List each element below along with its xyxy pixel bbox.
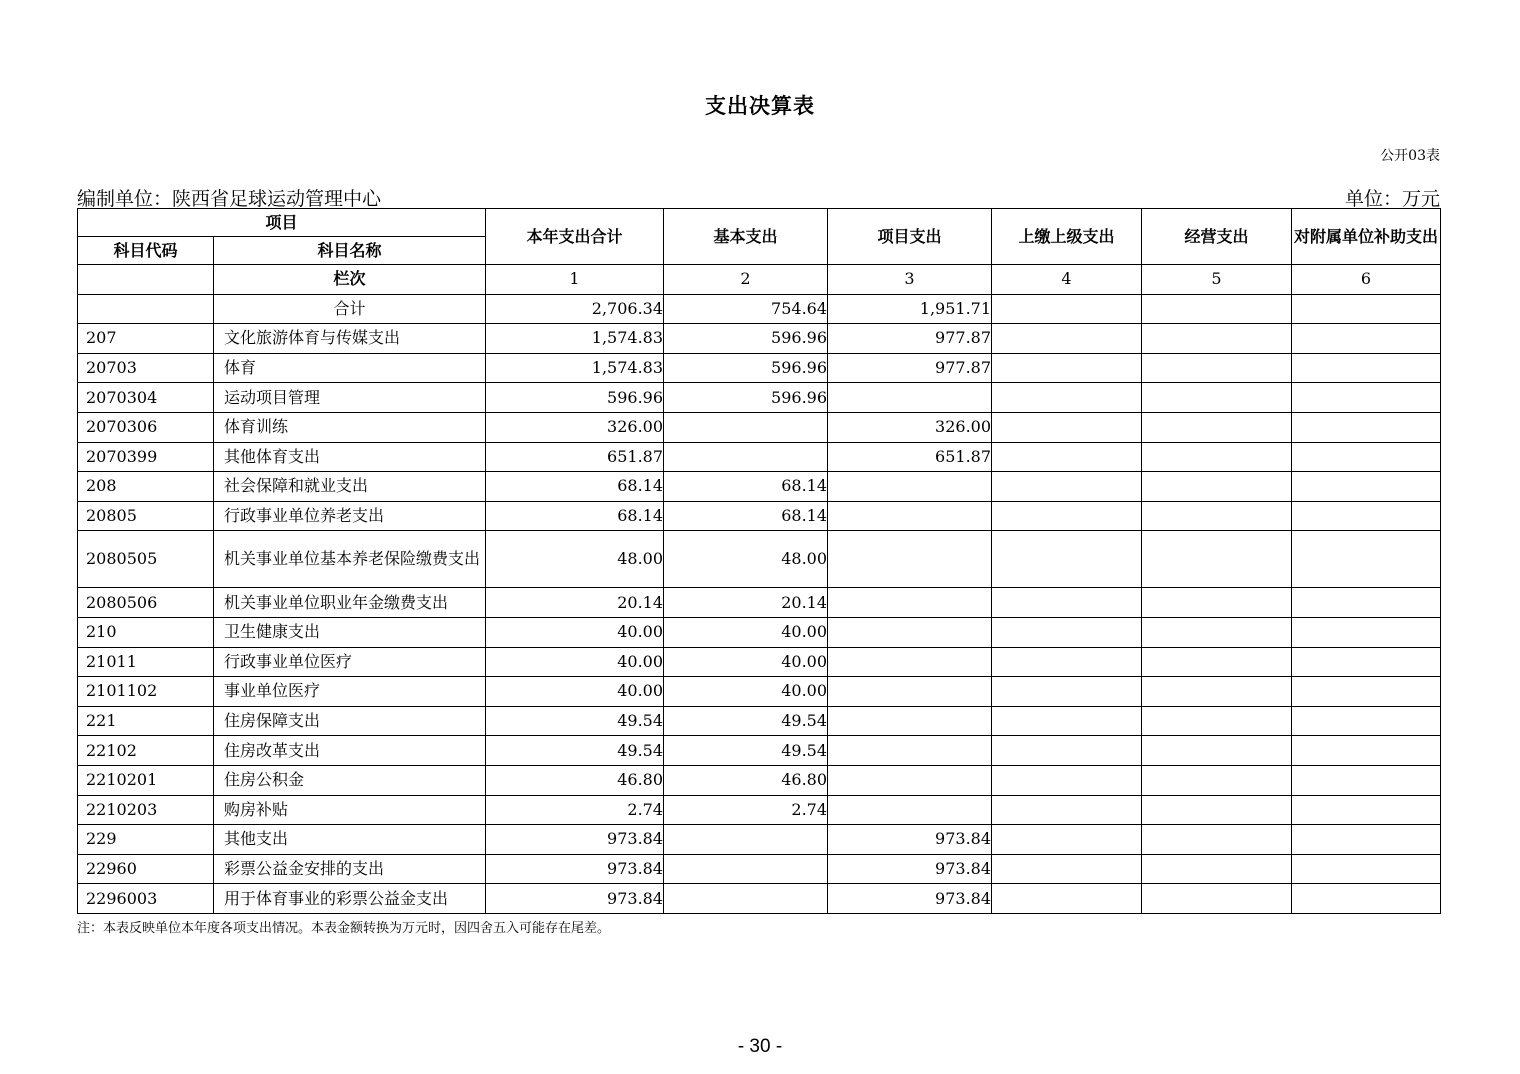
header-item: 项目	[78, 209, 486, 237]
table-row	[78, 353, 1441, 383]
header-row-1	[78, 209, 1441, 237]
cell-name: 机关事业单位基本养老保险缴费支出	[214, 531, 486, 588]
header-code: 科目代码	[78, 237, 214, 265]
cell-subsidy	[1292, 383, 1441, 413]
cell-subsidy	[1292, 501, 1441, 531]
cell-name: 其他体育支出	[214, 442, 486, 472]
header-lanci: 栏次	[214, 265, 486, 295]
cell-project	[828, 617, 992, 647]
cell-basic: 754.64	[664, 294, 828, 324]
cell-code: 221	[78, 706, 214, 736]
footnote: 注：本表反映单位本年度各项支出情况。本表金额转换为万元时，因四舍五入可能存在尾差。	[77, 921, 611, 936]
cell-project	[828, 501, 992, 531]
cell-project	[828, 531, 992, 588]
cell-basic: 596.96	[664, 324, 828, 354]
header-subsidy: 对附属单位补助支出	[1292, 209, 1441, 265]
cell-upper	[992, 324, 1142, 354]
cell-business	[1142, 294, 1292, 324]
cell-business	[1142, 884, 1292, 914]
cell-total: 40.00	[486, 647, 664, 677]
cell-total: 596.96	[486, 383, 664, 413]
cell-business	[1142, 383, 1292, 413]
table-row	[78, 472, 1441, 502]
cell-upper	[992, 531, 1142, 588]
cell-business	[1142, 617, 1292, 647]
cell-total: 1,574.83	[486, 324, 664, 354]
cell-upper	[992, 294, 1142, 324]
cell-code: 208	[78, 472, 214, 502]
table-row	[78, 736, 1441, 766]
cell-name: 用于体育事业的彩票公益金支出	[214, 884, 486, 914]
cell-basic: 46.80	[664, 765, 828, 795]
header-basic: 基本支出	[664, 209, 828, 265]
cell-code: 2070399	[78, 442, 214, 472]
cell-business	[1142, 442, 1292, 472]
cell-project	[828, 472, 992, 502]
cell-upper	[992, 765, 1142, 795]
cell-basic: 68.14	[664, 501, 828, 531]
table-row	[78, 501, 1441, 531]
cell-basic	[664, 442, 828, 472]
cell-total: 326.00	[486, 412, 664, 442]
cell-code: 2210203	[78, 795, 214, 825]
cell-basic: 68.14	[664, 472, 828, 502]
cell-business	[1142, 531, 1292, 588]
cell-code: 21011	[78, 647, 214, 677]
cell-subsidy	[1292, 884, 1441, 914]
cell-project	[828, 706, 992, 736]
cell-subsidy	[1292, 531, 1441, 588]
cell-upper	[992, 647, 1142, 677]
cell-upper	[992, 736, 1142, 766]
cell-subsidy	[1292, 324, 1441, 354]
table-row	[78, 706, 1441, 736]
cell-name: 体育训练	[214, 412, 486, 442]
cell-project: 973.84	[828, 854, 992, 884]
cell-name: 行政事业单位医疗	[214, 647, 486, 677]
cell-total: 973.84	[486, 884, 664, 914]
header-name: 科目名称	[214, 237, 486, 265]
cell-code: 2210201	[78, 765, 214, 795]
cell-business	[1142, 854, 1292, 884]
cell-total: 46.80	[486, 765, 664, 795]
cell-business	[1142, 324, 1292, 354]
cell-project: 326.00	[828, 412, 992, 442]
cell-basic: 20.14	[664, 588, 828, 618]
cell-name: 住房公积金	[214, 765, 486, 795]
col-number-2: 2	[664, 265, 828, 295]
cell-basic: 2.74	[664, 795, 828, 825]
table-row	[78, 588, 1441, 618]
cell-project	[828, 588, 992, 618]
cell-name: 合计	[214, 294, 486, 324]
table-row	[78, 324, 1441, 354]
table-row	[78, 531, 1441, 588]
cell-business	[1142, 501, 1292, 531]
cell-code: 22102	[78, 736, 214, 766]
cell-upper	[992, 617, 1142, 647]
cell-upper	[992, 854, 1142, 884]
col-number-3: 3	[828, 265, 992, 295]
cell-upper	[992, 442, 1142, 472]
cell-business	[1142, 825, 1292, 855]
cell-total: 40.00	[486, 617, 664, 647]
cell-subsidy	[1292, 412, 1441, 442]
organization-label: 编制单位：陕西省足球运动管理中心	[77, 188, 382, 210]
table-row	[78, 442, 1441, 472]
lanci-empty	[78, 265, 214, 295]
cell-business	[1142, 588, 1292, 618]
cell-business	[1142, 677, 1292, 707]
cell-basic: 49.54	[664, 736, 828, 766]
table-row	[78, 617, 1441, 647]
header-project: 项目支出	[828, 209, 992, 265]
cell-code: 2080505	[78, 531, 214, 588]
cell-project	[828, 677, 992, 707]
cell-business	[1142, 706, 1292, 736]
header-business: 经营支出	[1142, 209, 1292, 265]
cell-name: 体育	[214, 353, 486, 383]
cell-upper	[992, 884, 1142, 914]
table-row	[78, 412, 1441, 442]
cell-code: 2070306	[78, 412, 214, 442]
col-number-1: 1	[486, 265, 664, 295]
page-number: - 30 -	[737, 1036, 783, 1057]
cell-total: 40.00	[486, 677, 664, 707]
cell-subsidy	[1292, 795, 1441, 825]
cell-project: 973.84	[828, 884, 992, 914]
cell-upper	[992, 383, 1142, 413]
cell-total: 2,706.34	[486, 294, 664, 324]
cell-code: 2101102	[78, 677, 214, 707]
cell-business	[1142, 353, 1292, 383]
cell-total: 2.74	[486, 795, 664, 825]
cell-subsidy	[1292, 353, 1441, 383]
cell-code: 22960	[78, 854, 214, 884]
cell-basic: 596.96	[664, 383, 828, 413]
cell-total: 20.14	[486, 588, 664, 618]
cell-basic	[664, 825, 828, 855]
cell-name: 机关事业单位职业年金缴费支出	[214, 588, 486, 618]
cell-basic	[664, 854, 828, 884]
cell-total: 49.54	[486, 706, 664, 736]
cell-basic: 49.54	[664, 706, 828, 736]
cell-total: 973.84	[486, 854, 664, 884]
cell-basic: 48.00	[664, 531, 828, 588]
cell-project: 973.84	[828, 825, 992, 855]
cell-subsidy	[1292, 677, 1441, 707]
table-row	[78, 884, 1441, 914]
cell-code: 20805	[78, 501, 214, 531]
cell-basic	[664, 884, 828, 914]
cell-subsidy	[1292, 588, 1441, 618]
cell-subsidy	[1292, 294, 1441, 324]
cell-subsidy	[1292, 472, 1441, 502]
cell-total: 49.54	[486, 736, 664, 766]
cell-business	[1142, 765, 1292, 795]
table-row	[78, 677, 1441, 707]
cell-subsidy	[1292, 617, 1441, 647]
cell-subsidy	[1292, 647, 1441, 677]
cell-code: 207	[78, 324, 214, 354]
cell-code: 229	[78, 825, 214, 855]
table-body	[78, 294, 1441, 913]
cell-name: 其他支出	[214, 825, 486, 855]
table-row	[78, 647, 1441, 677]
col-number-5: 5	[1142, 265, 1292, 295]
table-row	[78, 383, 1441, 413]
cell-project	[828, 383, 992, 413]
cell-subsidy	[1292, 854, 1441, 884]
cell-upper	[992, 472, 1142, 502]
cell-code: 20703	[78, 353, 214, 383]
cell-subsidy	[1292, 706, 1441, 736]
cell-business	[1142, 472, 1292, 502]
cell-project: 977.87	[828, 353, 992, 383]
cell-project: 1,951.71	[828, 294, 992, 324]
cell-total: 1,574.83	[486, 353, 664, 383]
cell-name: 文化旅游体育与传媒支出	[214, 324, 486, 354]
cell-code: 2070304	[78, 383, 214, 413]
cell-upper	[992, 677, 1142, 707]
cell-upper	[992, 501, 1142, 531]
cell-project	[828, 795, 992, 825]
header-total: 本年支出合计	[486, 209, 664, 265]
cell-name: 事业单位医疗	[214, 677, 486, 707]
cell-business	[1142, 647, 1292, 677]
cell-upper	[992, 353, 1142, 383]
cell-project	[828, 765, 992, 795]
cell-project	[828, 736, 992, 766]
cell-subsidy	[1292, 442, 1441, 472]
cell-project: 651.87	[828, 442, 992, 472]
cell-total: 973.84	[486, 825, 664, 855]
col-number-6: 6	[1292, 265, 1441, 295]
cell-basic: 40.00	[664, 647, 828, 677]
cell-name: 行政事业单位养老支出	[214, 501, 486, 531]
cell-code	[78, 294, 214, 324]
cell-name: 住房改革支出	[214, 736, 486, 766]
table-row	[78, 854, 1441, 884]
cell-basic: 40.00	[664, 677, 828, 707]
cell-business	[1142, 736, 1292, 766]
cell-business	[1142, 795, 1292, 825]
expenditure-table	[77, 208, 1441, 914]
cell-name: 卫生健康支出	[214, 617, 486, 647]
cell-subsidy	[1292, 736, 1441, 766]
cell-upper	[992, 412, 1142, 442]
cell-project	[828, 647, 992, 677]
cell-upper	[992, 706, 1142, 736]
cell-subsidy	[1292, 825, 1441, 855]
cell-name: 住房保障支出	[214, 706, 486, 736]
cell-upper	[992, 795, 1142, 825]
cell-project: 977.87	[828, 324, 992, 354]
header-upper: 上缴上级支出	[992, 209, 1142, 265]
table-row	[78, 795, 1441, 825]
cell-upper	[992, 588, 1142, 618]
cell-code: 2296003	[78, 884, 214, 914]
cell-name: 彩票公益金安排的支出	[214, 854, 486, 884]
cell-total: 68.14	[486, 472, 664, 502]
header-row-lanci	[78, 265, 1441, 295]
unit-label: 单位：万元	[1344, 188, 1440, 210]
cell-name: 运动项目管理	[214, 383, 486, 413]
cell-total: 68.14	[486, 501, 664, 531]
page-title: 支出决算表	[705, 94, 815, 118]
table-row	[78, 825, 1441, 855]
cell-code: 2080506	[78, 588, 214, 618]
table-row	[78, 294, 1441, 324]
cell-basic: 596.96	[664, 353, 828, 383]
cell-name: 购房补贴	[214, 795, 486, 825]
cell-subsidy	[1292, 765, 1441, 795]
cell-upper	[992, 825, 1142, 855]
cell-name: 社会保障和就业支出	[214, 472, 486, 502]
cell-code: 210	[78, 617, 214, 647]
cell-business	[1142, 412, 1292, 442]
col-number-4: 4	[992, 265, 1142, 295]
cell-total: 651.87	[486, 442, 664, 472]
table-row	[78, 765, 1441, 795]
cell-basic	[664, 412, 828, 442]
cell-total: 48.00	[486, 531, 664, 588]
cell-basic: 40.00	[664, 617, 828, 647]
table-number: 公开03表	[1380, 148, 1440, 164]
